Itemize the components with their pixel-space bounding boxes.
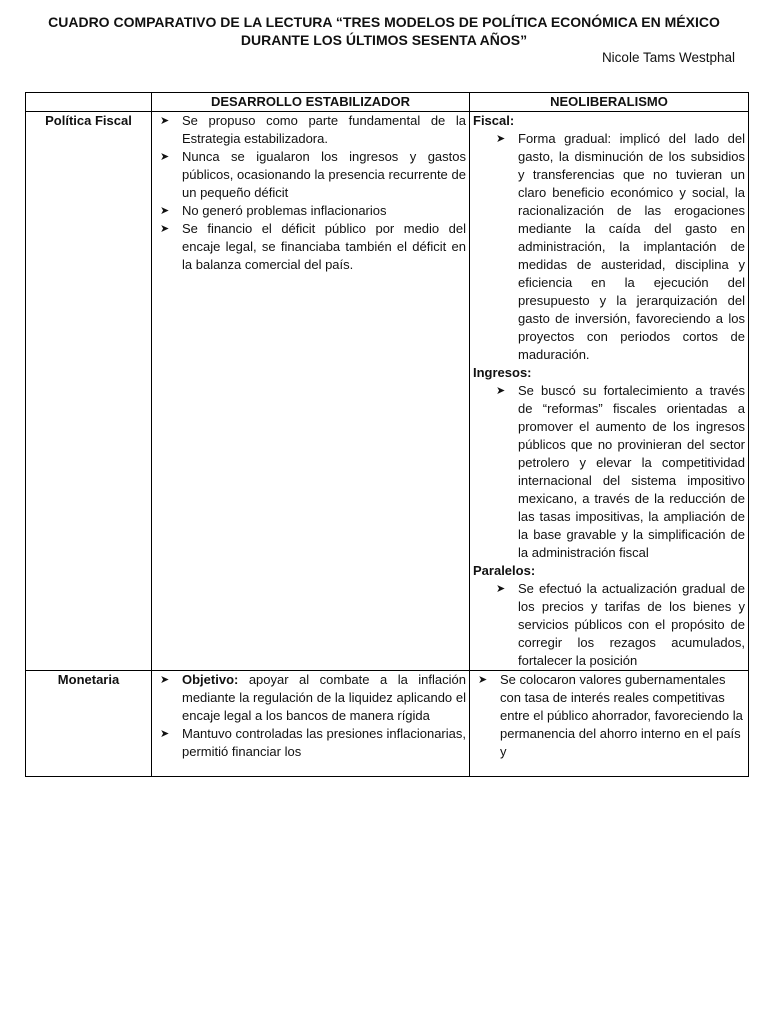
list-item: [182, 671, 466, 725]
cell-content: [155, 671, 466, 776]
row-label-monetaria: Monetaria: [26, 671, 152, 777]
table-row: [26, 112, 749, 671]
cell-neoliberalismo-fiscal: [470, 112, 749, 671]
list-item: ➤ Nunca se igualaron los ingresos y gastos públicos, ocasionando la presencia recurrente de un pequeño déficit: [182, 148, 466, 202]
document-title: CUADRO COMPARATIVO DE LA LECTURA “TRES MODELOS DE POLÍTICA ECONÓMICA EN MÉXICO DURANTE LOS ÚLTIMOS SESENTA AÑOS”: [48, 14, 720, 48]
list-item: ➤ Mantuvo controladas las presiones inflacionarias, permitió financiar los: [182, 725, 466, 761]
bullet-list: [155, 671, 466, 761]
bullet-list: [473, 130, 745, 364]
header-empty: [26, 93, 152, 112]
header-desarrollo: DESARROLLO ESTABILIZADOR: [152, 93, 470, 112]
row-label-politica-fiscal: Política Fiscal: [26, 112, 152, 671]
list-item: ➤ Forma gradual: implicó del lado del gasto, la disminución de los subsidios y transferencias que no tuvieran un claro beneficio económico y social, la racionalización de las erogaciones mediante la caída del gasto en administración, la implantación de medidas de austeridad, disciplina y eficiencia en la ejecución del presupuesto y la jerarquización del gasto de inversión, favoreciendo a los proyectos con periodos cortos de maduración.: [518, 130, 745, 364]
subtitle-paralelos: Paralelos:: [473, 563, 536, 578]
list-item: ➤ No generó problemas inflacionarios: [182, 202, 466, 220]
bullet-list: [473, 382, 745, 562]
bullet-list: [155, 112, 466, 274]
cell-content: [473, 671, 745, 776]
objetivo-text: apoyar al combate a la inflación mediante la regulación de la liquidez aplicando el encaje legal a los bancos de manera rígida: [182, 672, 466, 723]
list-item: ➤ Se financio el déficit público por medio del encaje legal, se financiaba también el déficit en la balanza comercial del país.: [182, 220, 466, 274]
cell-neoliberalismo-monetaria: [470, 671, 749, 777]
bullet-list: [473, 671, 745, 761]
bullet-list: [473, 580, 745, 670]
header-neoliberalismo: NEOLIBERALISMO: [470, 93, 749, 112]
subtitle-ingresos: Ingresos:: [473, 365, 532, 380]
objetivo-label: Objetivo:: [182, 672, 239, 687]
author-name: Nicole Tams Westphal: [601, 50, 735, 65]
subtitle-fiscal: Fiscal:: [473, 113, 515, 128]
list-item: ➤ Se propuso como parte fundamental de la Estrategia estabilizadora.: [182, 112, 466, 148]
cell-desarrollo-monetaria: [152, 671, 470, 777]
comparison-table: [25, 92, 749, 777]
list-item: ➤ Se buscó su fortalecimiento a través de “reformas” fiscales orientadas a promover el aumento de los ingresos públicos que no provinieran del sector petrolero y elevar la competitividad internacional del sistema impositivo mexicano, a través de la reducción de las tasas impositivas, la ampliación de la base gravable y la simplificación de la administración fiscal: [518, 382, 745, 562]
list-item: ➤ Se colocaron valores gubernamentales con tasa de interés reales competitivas entre el público ahorrador, favoreciendo la permanencia del ahorro interno en el país y: [500, 671, 745, 761]
table-row: [26, 671, 749, 777]
table-header-row: [26, 93, 749, 112]
cell-desarrollo-fiscal: [152, 112, 470, 671]
list-item: ➤ Se efectuó la actualización gradual de los precios y tarifas de los bienes y servicios públicos con el propósito de corregir los rezagos acumulados, fortalecer la posición: [518, 580, 745, 670]
